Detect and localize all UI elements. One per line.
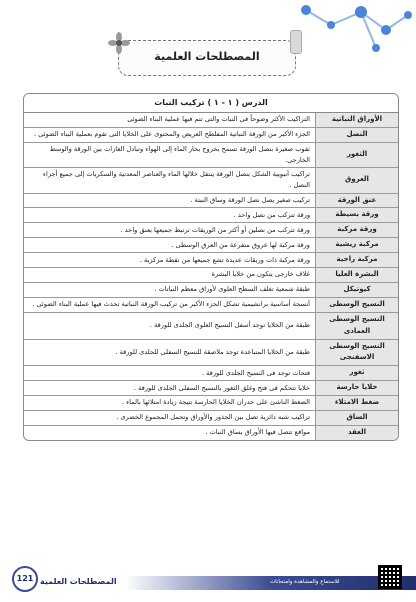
definition-cell: تركيب صغير يصل نصل الورقة وساق النبتة . xyxy=(24,193,316,208)
definition-cell: أنسجة أساسية برانشيمية تشكل الجزء الأكبر من تركيب الورقة النباتية تحدث فيها عملية البناء الضوئى . xyxy=(24,297,316,312)
page-title: المصطلحات العلمية xyxy=(154,50,260,63)
term-cell: ضغط الامتلاء xyxy=(316,396,399,411)
table-row xyxy=(24,425,398,439)
term-cell: الثغور xyxy=(316,142,399,167)
term-cell: النسيج الوسطى العمادى xyxy=(316,312,399,339)
table-row xyxy=(24,223,398,238)
table-row xyxy=(24,381,398,396)
qr-code-icon[interactable] xyxy=(378,565,402,589)
term-cell: ثغور xyxy=(316,366,399,381)
page-number: 121 xyxy=(12,566,38,592)
table-row xyxy=(24,339,398,366)
definition-cell: مواقع تتصل فيها الأوراق بساق النبات . xyxy=(205,428,310,437)
table-row xyxy=(24,297,398,312)
table-row xyxy=(24,410,398,425)
footer-section-title: المصطلحات العلمية xyxy=(40,577,117,586)
definition-cell: طبقة من الخلايا المتباعدة توجد ملاصقة للنسيج السفلى للجلدى للورقة . xyxy=(24,339,316,366)
table-row xyxy=(24,282,398,297)
definition-cell: الجزء الأكبر من الورقة النباتية المفلطح العريض والمحتوى على الخلايا التى تقوم بعملية البناء الضوئى . xyxy=(24,127,316,142)
term-cell: ورقة بسيطة xyxy=(316,208,399,223)
definition-cell: ورقة مركبة ذات وريقات عديدة تشع جميعها من نقطة مركزية . xyxy=(24,253,316,268)
term-cell: العروق xyxy=(316,168,399,193)
table-row xyxy=(24,113,398,127)
table-row xyxy=(24,127,398,142)
table-row xyxy=(24,366,398,381)
definition-cell: فتحات توجد فى النسيج الجلدى للورقة . xyxy=(24,366,316,381)
definition-cell: ورقة تتركب من نصل واحد . xyxy=(24,208,316,223)
table-row xyxy=(24,253,398,268)
definition-cell: ثقوب صغيرة بنصل الورقة تسمح بخروج بخار الماء إلى الهواء وتبادل الغازات بين الورقة والوسط الخارجى. xyxy=(24,142,316,167)
table-row xyxy=(24,312,398,339)
term-cell: البشرة العليا xyxy=(316,268,399,283)
definition-cell: طبقة شمعية تغلف السطح العلوى لأوراق معظم النباتات . xyxy=(24,282,316,297)
term-cell: الأوراق النباتية xyxy=(316,113,399,127)
term-cell: كيوتيكل xyxy=(316,282,399,297)
term-cell: خلايا حارسة xyxy=(316,381,399,396)
definition-cell: تراكيب أنبوبية الشكل بنصل الورقة ينتقل خلالها الماء والعناصر المعدنية والسكريات إلى جميع أجزاء النصل . xyxy=(24,168,316,193)
page-title-box xyxy=(118,40,296,76)
term-cell: عنق الورقة xyxy=(316,193,399,208)
term-cell: الساق xyxy=(316,410,399,425)
term-cell: مركبة ريشية xyxy=(316,238,399,253)
term-cell: ورقة مركبة xyxy=(316,223,399,238)
term-cell: مركبة راحية xyxy=(316,253,399,268)
table-row xyxy=(24,208,398,223)
paper-clip-icon xyxy=(290,30,302,54)
term-cell: النسيج الوسطى xyxy=(316,297,399,312)
table-row xyxy=(24,396,398,411)
definition-cell: خلايا تتحكم فى فتح وغلق الثغور بالنسيج السفلى الجلدى للورقة . xyxy=(24,381,316,396)
terms-table xyxy=(23,93,399,441)
table-row xyxy=(24,142,398,167)
table-row xyxy=(24,168,398,193)
term-cell: العقد xyxy=(316,425,399,439)
molecule-decoration-icon xyxy=(286,0,416,60)
table-row xyxy=(24,268,398,283)
flower-decoration-icon xyxy=(108,32,130,54)
definition-cell: طبقة من الخلايا توجد أسفل النسيج العلوى الجلدى للورقة . xyxy=(24,312,316,339)
table-row xyxy=(24,238,398,253)
definition-cell: ورقة تتركب من نصلين أو أكثر من الوريقات ترتبط جميعها بعنق واحد . xyxy=(24,223,316,238)
definition-cell: تراكيب شبه دائرية تصل بين الجذور والأوراق وتحمل المجموع الخضرى . xyxy=(24,410,316,425)
term-cell: النسيج الوسطى الاسفنجى xyxy=(316,339,399,366)
definition-cell: غلاف خارجى يتكون من خلايا البشرة xyxy=(24,268,316,283)
qr-caption: للاستماع والمشاهدة وامتحانات xyxy=(270,579,340,585)
definition-cell: ورقة مركبة لها عروق متفرعة من العرق الوسطى . xyxy=(24,238,316,253)
lesson-title: الدرس ( ١ - ١ ) تركيب النبات xyxy=(24,94,398,113)
definition-cell: الضغط الناشئ على جدران الخلايا الحارسة نتيجة زيادة امتلائها بالماء . xyxy=(24,396,316,411)
term-cell: النصل xyxy=(316,127,399,142)
definition-cell: التراكيب الأكثر وضوحاً فى النبات والتى تتم فيها عملية البناء الضوئى xyxy=(24,113,316,127)
terms-grid xyxy=(24,113,398,440)
table-row xyxy=(24,193,398,208)
